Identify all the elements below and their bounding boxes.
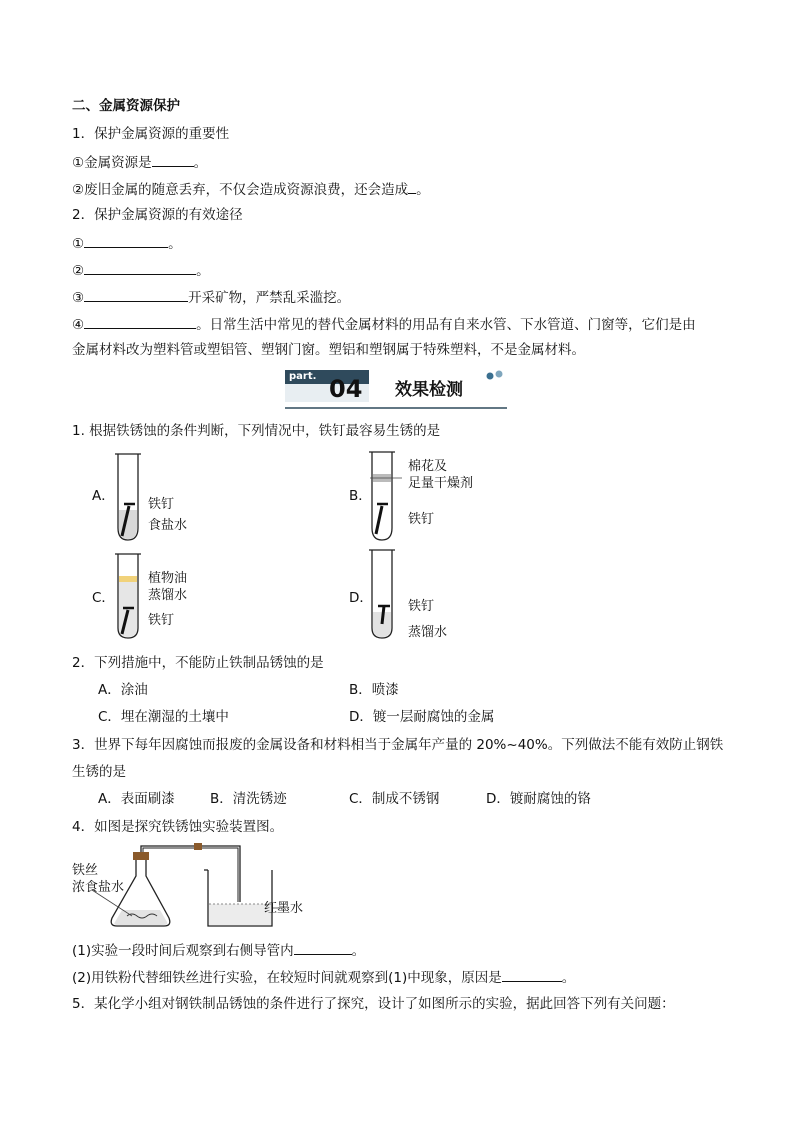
label-d1: 铁钉 — [408, 599, 435, 614]
item2-title: 2．保护金属资源的有效途径 — [72, 207, 243, 223]
test-tube-d-icon — [362, 546, 402, 642]
label-a2: 食盐水 — [148, 518, 188, 533]
q3-stem: 3．世界下每年因腐蚀而报废的金属设备和材料相当于金属年产量的 20%~40%。下列做法不能有效防止钢铁 — [72, 737, 724, 753]
answer-blank[interactable] — [84, 314, 196, 329]
item2-a — [72, 233, 182, 253]
item1-a — [72, 152, 207, 172]
banner-title: 效果检测 — [395, 380, 463, 400]
q1-option-c[interactable]: C． — [92, 590, 115, 606]
q3-option-a[interactable]: A．表面刷漆 — [98, 791, 175, 807]
q3-stem-cont: 生锈的是 — [72, 764, 126, 780]
q4-sub1-text: (1)实验一段时间后观察到右侧导管内 — [72, 943, 294, 959]
item1-b-text: ②废旧金属的随意丢弃，不仅会造成资源浪费，还会造成 — [72, 182, 409, 198]
label-c2: 蒸馏水 — [148, 588, 188, 603]
q4-label-redink: 红墨水 — [264, 901, 304, 916]
q4-sub1 — [72, 940, 365, 960]
test-tube-b-icon — [362, 448, 402, 544]
period: 。 — [351, 943, 366, 959]
item2-d-cont: 金属材料改为塑料管或塑铝管、塑钢门窗。塑铝和塑钢属于特殊塑料，不是金属材料。 — [72, 342, 585, 358]
banner-part: part. — [289, 371, 317, 382]
q1-option-b[interactable]: B． — [349, 488, 372, 504]
answer-blank[interactable] — [84, 233, 168, 248]
item1-b — [72, 179, 430, 199]
q2-option-d[interactable]: D．镀一层耐腐蚀的金属 — [349, 709, 495, 725]
period: 。 — [193, 155, 208, 171]
label-c1: 植物油 — [148, 571, 188, 586]
q4-sub2 — [72, 967, 575, 987]
q2-option-b[interactable]: B．喷漆 — [349, 682, 399, 698]
period: 。 — [416, 182, 430, 198]
label-a1: 铁钉 — [148, 497, 175, 512]
section-title: 二、金属资源保护 — [72, 98, 180, 114]
item2-d — [72, 314, 696, 334]
label-b3: 铁钉 — [408, 512, 435, 527]
label-b2: 足量干燥剂 — [408, 476, 474, 491]
answer-blank[interactable] — [294, 940, 352, 955]
period: 。 — [196, 263, 210, 279]
test-tube-a-icon — [108, 448, 148, 544]
period: 。 — [168, 236, 182, 252]
answer-blank[interactable] — [408, 179, 416, 194]
banner-number: 04 — [329, 375, 363, 403]
q2-option-c[interactable]: C．埋在潮湿的土壤中 — [98, 709, 229, 725]
circle-num: ③ — [72, 290, 85, 306]
q2-stem: 2．下列措施中，不能防止铁制品锈蚀的是 — [72, 655, 324, 671]
q1-stem: 1. 根据铁锈蚀的条件判断，下列情况中，铁钉最容易生锈的是 — [72, 423, 441, 439]
q4-sub2-text: (2)用铁粉代替细铁丝进行实验，在较短时间就观察到(1)中现象，原因是 — [72, 970, 502, 986]
answer-blank[interactable] — [152, 152, 194, 167]
q3-option-c[interactable]: C．制成不锈钢 — [349, 791, 440, 807]
label-c3: 铁钉 — [148, 613, 175, 628]
q1-option-d[interactable]: D． — [349, 590, 373, 606]
q5-stem: 5．某化学小组对钢铁制品锈蚀的条件进行了探究，设计了如图所示的实验，据此回答下列有关问题： — [72, 996, 675, 1012]
q3-option-b[interactable]: B．清洗锈迹 — [210, 791, 287, 807]
label-b1: 棉花及 — [408, 459, 448, 474]
answer-blank[interactable] — [502, 967, 562, 982]
q4-label-wire: 铁丝 — [72, 863, 99, 878]
q1-option-a[interactable]: A． — [92, 488, 115, 504]
item2-c-text: 开采矿物，严禁乱采滥挖。 — [188, 290, 351, 306]
item2-d-text: 。日常生活中常见的替代金属材料的用品有自来水管、下水管道、门窗等，它们是由 — [196, 317, 696, 333]
circle-num: ④ — [72, 317, 85, 333]
q4-stem: 4．如图是探究铁锈蚀实验装置图。 — [72, 819, 284, 835]
item1-a-text: ①金属资源是 — [72, 155, 152, 171]
test-tube-c-icon — [108, 550, 148, 642]
circle-num: ① — [72, 236, 85, 252]
section-banner — [285, 368, 507, 410]
period: 。 — [561, 970, 576, 986]
answer-blank[interactable] — [84, 287, 188, 302]
answer-blank[interactable] — [84, 260, 196, 275]
item2-c — [72, 287, 350, 307]
q2-option-a[interactable]: A．涂油 — [98, 682, 148, 698]
item2-b — [72, 260, 210, 280]
circle-num: ② — [72, 263, 85, 279]
q3-option-d[interactable]: D．镀耐腐蚀的铬 — [486, 791, 591, 807]
item1-title: 1．保护金属资源的重要性 — [72, 126, 230, 142]
q4-label-saltwater: 浓食盐水 — [72, 880, 125, 895]
label-d2: 蒸馏水 — [408, 625, 448, 640]
